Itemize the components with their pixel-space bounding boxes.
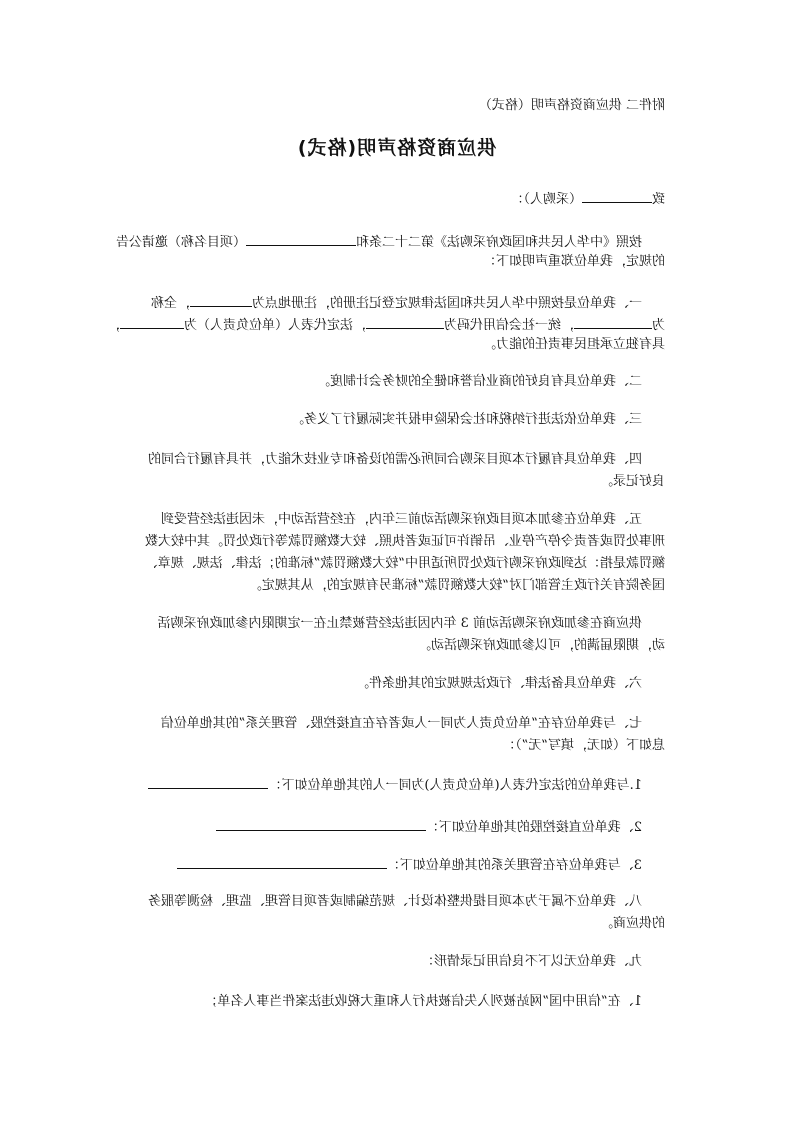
item7-sub-3-text: 3、与我单位存在管理关系的其他单位如下： (386, 858, 642, 873)
item7-line-1: 七、与我单位存在“单位负责人为同一人或者存在直接控股、管理关系”的其他单位信 (160, 716, 642, 731)
item7-sub-1-text: 1.与我单位的法定代表人(单位负责人)为同一人的其他单位如下： (268, 778, 642, 793)
purchaser-blank (582, 190, 652, 203)
item1-line-3: 具有独立承担民事责任的能力。 (482, 337, 665, 352)
item9: 九、我单位无以下不良信用记录情形： (420, 954, 642, 969)
item8-line-1: 八、我单位不属于为本项目提供整体设计、规范编制或者项目管理、监理、检测等服务 (147, 894, 642, 909)
credit-code-blank (366, 316, 444, 329)
salutation-suffix: （采购人）： (510, 192, 582, 207)
item7-sub-3 (177, 856, 642, 874)
intro-text-a: 按照《中华人民共和国政府采购法》第二十二条和 (355, 235, 642, 250)
item1-text-d: ，统一社会信用代码为 (443, 318, 574, 333)
item2: 二、我单位具有良好的商业信誉和健全的财务会计制度。 (316, 374, 642, 389)
legal-rep-blank (120, 316, 184, 329)
item8-line-2: 的供应商。 (599, 916, 665, 931)
item3: 三、我单位依法进行纳税和社会保险申报并实际履行了义务。 (290, 412, 642, 427)
project-name-blank (246, 233, 356, 246)
salutation-prefix: 致 (651, 192, 665, 207)
item5-note-line-2: 动，期限届满的，可以参加政府采购活动。 (417, 638, 665, 653)
full-name-blank (574, 316, 652, 329)
item6: 六、我单位具备法律、行政法规规定的其他条件。 (355, 676, 642, 691)
item7-line-2: 息如下（如无，填写“无”）： (502, 738, 665, 753)
item7-sub-1 (148, 776, 642, 794)
item7-sub-2-text: 2、我单位直接控股的其他单位如下： (425, 820, 642, 835)
item1-text-a: 一、我单位是按照中华人民共和国法律规定登记注册的，注册地点为 (251, 296, 642, 311)
same-rep-units-blank (148, 776, 268, 789)
item1-line-2 (107, 316, 665, 334)
item1-text-e: ，法定代表人（单位负责人）为 (183, 318, 366, 333)
item4-line-1: 四、我单位具有履行本项目采购合同所必需的设备和专业技术能力，并具有履行合同的 (147, 452, 642, 467)
item5-line-1: 五、我单位在参加本项目政府采购活动前三年内，在经营活动中，未因违法经营受到 (160, 512, 642, 527)
managed-units-blank (177, 856, 387, 869)
item9-sub-1: 1、在“信用中国”网站被列入失信被执行人和重大税收违法案件当事人名单； (204, 994, 642, 1009)
intro-line-2: 的规定，我单位郑重声明如下： (482, 254, 665, 269)
salutation (510, 190, 665, 208)
item1-text-b: ，全称 (150, 296, 190, 311)
item5-line-3: 额罚款是指：达到政府采购行政处罚所适用中“较大数额罚款”标准的；法律、法规、规章、 (144, 556, 665, 571)
item4-line-2: 良好记录。 (599, 474, 665, 489)
item1-text-c: 为 (651, 318, 665, 333)
intro-line-1 (116, 233, 642, 251)
controlled-units-blank (216, 818, 426, 831)
attachment-label: 附件二 供应商资格声明（格式） (478, 98, 665, 113)
item5-line-4: 国务院有关行政主管部门对“较大数额罚款”标准另有规定的，从其规定。 (248, 578, 665, 593)
item5-note-line-1: 供应商在参加政府采购活动前 3 年内因违法经营被禁止在一定期限内参加政府采购活 (157, 616, 642, 631)
item7-sub-2 (216, 818, 642, 836)
page-title: 供应商资格声明(格式) (296, 137, 497, 159)
item1-text-f: ， (106, 318, 120, 333)
item1-line-1 (151, 294, 642, 312)
registered-address-blank (190, 294, 252, 307)
item5-line-2: 刑事处罚或者责令停产停业、吊销许可证或者执照、较大数额罚款等行政处罚。其中较大数 (144, 534, 665, 549)
intro-text-b: （项目名称）邀请公告 (115, 235, 246, 250)
